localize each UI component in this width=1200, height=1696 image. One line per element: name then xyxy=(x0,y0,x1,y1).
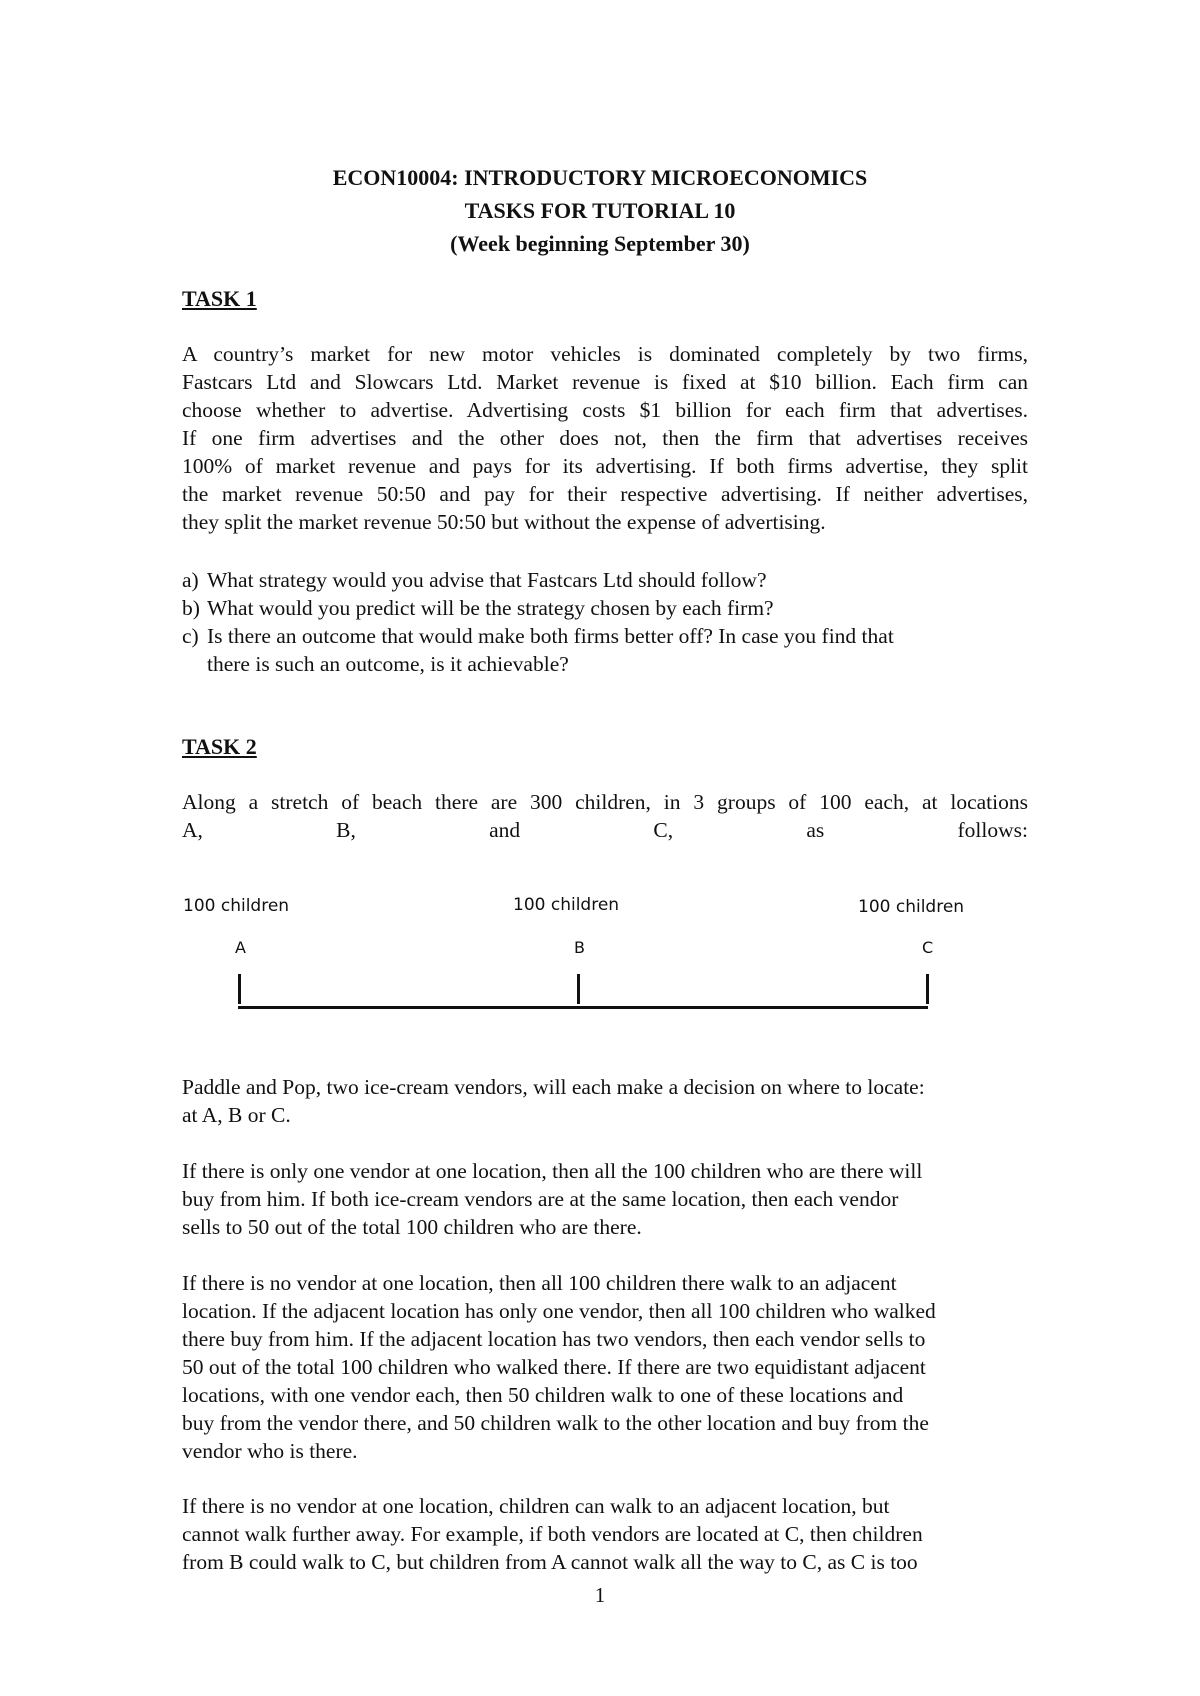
text-line: Paddle and Pop, two ice-cream vendors, will each make a decision on where to locate: xyxy=(182,1075,925,1099)
question-b xyxy=(182,594,1028,622)
beach-line xyxy=(238,1006,928,1009)
text-line: sells to 50 out of the total 100 children who are there. xyxy=(182,1215,642,1239)
word: B, xyxy=(336,818,356,842)
task2-paragraph-1 xyxy=(182,1073,1028,1129)
location-b-count: 100 children xyxy=(513,895,620,915)
word: A, xyxy=(182,818,203,842)
word: as xyxy=(806,818,825,842)
question-text: What would you predict will be the strategy chosen by each firm? xyxy=(207,596,774,620)
text-line: 100% of market revenue and pays for its advertising. If both firms advertise, they split xyxy=(182,454,1028,478)
location-a-letter: A xyxy=(235,938,246,957)
text-line: Along a stretch of beach there are 300 children, in 3 groups of 100 each, at locations xyxy=(182,790,1028,814)
location-c-tick xyxy=(926,974,929,1004)
text-line: at A, B or C. xyxy=(182,1103,291,1127)
text-line: If there is only one vendor at one location, then all the 100 children who are there will xyxy=(182,1159,923,1183)
word: C, xyxy=(653,818,674,842)
question-letter: c) xyxy=(182,624,199,648)
tutorial-title: TASKS FOR TUTORIAL 10 xyxy=(464,198,736,223)
location-a-tick xyxy=(238,974,241,1004)
text-line: A country’s market for new motor vehicles is dominated completely by two firms, xyxy=(182,342,1028,366)
text-line: the market revenue 50:50 and pay for their respective advertising. If neither advertises, xyxy=(182,482,1028,506)
text-line: cannot walk further away. For example, if both vendors are located at C, then children xyxy=(182,1522,923,1546)
task1-heading: TASK 1 xyxy=(182,286,257,311)
question-letter: a) xyxy=(182,568,199,592)
task1-questions xyxy=(182,566,1028,678)
text-line: from B could walk to C, but children from A cannot walk all the way to C, as C is too xyxy=(182,1550,918,1574)
text-line: If one firm advertises and the other does not, then the firm that advertises receives xyxy=(182,426,1028,450)
question-text: What strategy would you advise that Fastcars Ltd should follow? xyxy=(207,568,767,592)
task2-intro xyxy=(182,788,1028,844)
question-c-continued xyxy=(182,650,1028,678)
text-line: Fastcars Ltd and Slowcars Ltd. Market revenue is fixed at $10 billion. Each firm can xyxy=(182,370,1028,394)
week-subtitle: (Week beginning September 30) xyxy=(450,231,750,256)
text-line: choose whether to advertise. Advertising costs $1 billion for each firm that advertises. xyxy=(182,398,1028,422)
text-line: buy from him. If both ice-cream vendors are at the same location, then each vendor xyxy=(182,1187,899,1211)
text-line: there buy from him. If the adjacent location has two vendors, then each vendor sells to xyxy=(182,1327,926,1351)
text-line-spread xyxy=(182,816,1028,844)
word: and xyxy=(489,818,521,842)
text-line: If there is no vendor at one location, then all 100 children there walk to an adjacent xyxy=(182,1271,897,1295)
question-a xyxy=(182,566,1028,594)
location-b-letter: B xyxy=(574,938,585,957)
question-text: there is such an outcome, is it achievable? xyxy=(207,652,569,676)
course-title: ECON10004: INTRODUCTORY MICROECONOMICS xyxy=(332,165,868,190)
question-letter: b) xyxy=(182,596,200,620)
question-text: Is there an outcome that would make both firms better off? In case you find that xyxy=(207,624,894,648)
text-line: they split the market revenue 50:50 but without the expense of advertising. xyxy=(182,510,826,534)
task2-paragraph-3 xyxy=(182,1269,1028,1465)
text-line: If there is no vendor at one location, children can walk to an adjacent location, but xyxy=(182,1494,890,1518)
task2-heading: TASK 2 xyxy=(182,734,257,759)
task2-paragraph-2 xyxy=(182,1157,1028,1241)
text-line: buy from the vendor there, and 50 children walk to the other location and buy from the xyxy=(182,1411,929,1435)
text-line: 50 out of the total 100 children who walked there. If there are two equidistant adjacent xyxy=(182,1355,926,1379)
word: follows: xyxy=(957,818,1028,842)
text-line: location. If the adjacent location has only one vendor, then all 100 children who walked xyxy=(182,1299,936,1323)
page-number: 1 xyxy=(594,1583,606,1607)
location-b-tick xyxy=(577,974,580,1004)
question-c xyxy=(182,622,1028,650)
task1-paragraph xyxy=(182,340,1028,536)
task2-paragraph-4 xyxy=(182,1492,1028,1576)
location-a-count: 100 children xyxy=(183,896,290,916)
text-line: locations, with one vendor each, then 50 children walk to one of these locations and xyxy=(182,1383,904,1407)
text-line: vendor who is there. xyxy=(182,1439,358,1463)
location-c-letter: C xyxy=(922,938,934,957)
location-c-count: 100 children xyxy=(858,897,965,917)
